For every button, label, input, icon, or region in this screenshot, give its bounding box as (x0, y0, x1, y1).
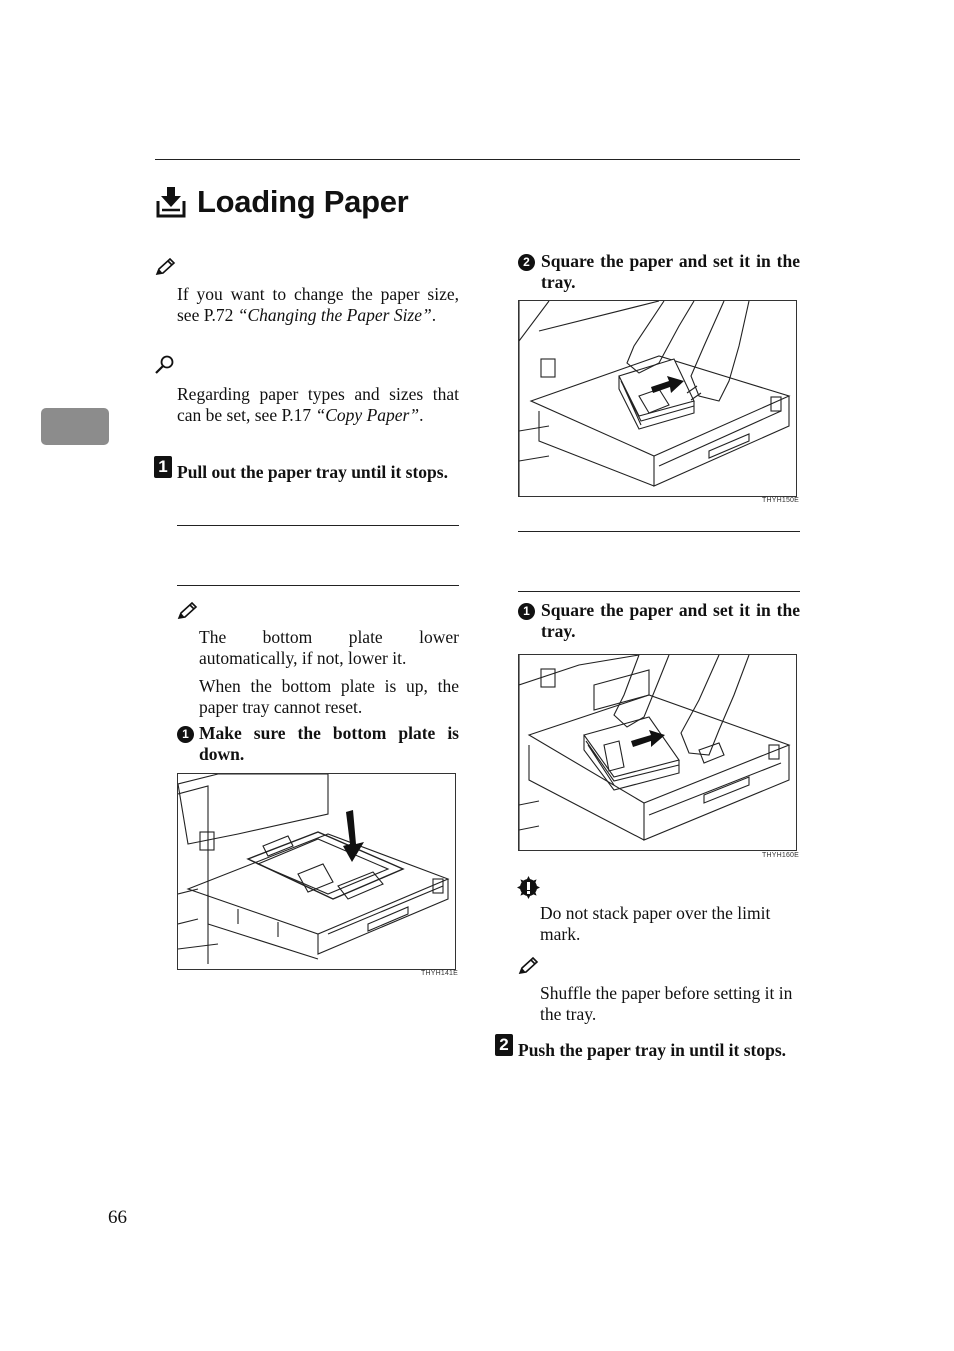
pencil-note-icon (177, 601, 199, 621)
note-bottom-plate-line-1: The bottom plate lower automatically, if not, lower it. (199, 627, 459, 668)
step-number-badge: 1 (154, 456, 172, 478)
ref-title-link[interactable]: “Copy Paper” (315, 404, 420, 425)
section-rule (518, 531, 800, 532)
substep-square-paper-text: Square the paper and set it in the tray. (541, 251, 800, 292)
figure-set-paper-lower-tray (518, 654, 797, 851)
substep-number-badge: 2 (518, 254, 535, 271)
header-rule (155, 159, 800, 160)
chapter-tab[interactable] (41, 408, 109, 445)
reference-paper-types: Regarding paper types and sizes that can be set, see P.17 “Copy Paper”. (177, 384, 459, 425)
page-title-text: Loading Paper (197, 184, 409, 219)
figure-code: THYH150E (762, 497, 800, 504)
section-rule (177, 525, 459, 526)
pencil-note-icon (155, 257, 177, 277)
step-2-text: Push the paper tray in until it stops. (518, 1040, 787, 1060)
note-bottom-plate-line-2: When the bottom plate is up, the paper tray cannot reset. (199, 676, 459, 717)
step-number-badge: 2 (495, 1034, 513, 1056)
figure-set-paper-tray (518, 300, 797, 497)
ref-title-link[interactable]: “Changing the Paper Size” (237, 304, 432, 325)
step-1-text: Pull out the paper tray until it stops. (177, 462, 448, 482)
substep-bottom-plate-text: Make sure the bottom plate is down. (199, 723, 459, 764)
substep-number-badge: 1 (518, 603, 535, 620)
figure-code: THYH141E (421, 970, 459, 977)
page-number: 66 (108, 1207, 127, 1228)
note-shuffle-paper: Shuffle the paper before setting it in the tray. (540, 983, 793, 1024)
section-rule (518, 591, 800, 592)
substep-number-badge: 1 (177, 726, 194, 743)
ref-page-link[interactable]: P.72 (203, 304, 234, 325)
substep-square-paper-text: Square the paper and set it in the tray. (541, 600, 800, 641)
important-exclamation-icon (517, 876, 540, 899)
pencil-note-icon (518, 956, 540, 976)
magnifier-reference-icon (154, 355, 176, 375)
figure-code: THYH160E (762, 852, 800, 859)
paper-tray-load-icon (155, 185, 187, 219)
figure-bottom-plate (177, 773, 456, 970)
ref-page-link[interactable]: P.17 (281, 404, 312, 425)
important-limit-mark: Do not stack paper over the limit mark. (540, 903, 771, 944)
section-rule (177, 585, 459, 586)
page-title (155, 180, 408, 224)
note-paper-size: If you want to change the paper size, see P.72 “Changing the Paper Size”. (177, 284, 459, 325)
